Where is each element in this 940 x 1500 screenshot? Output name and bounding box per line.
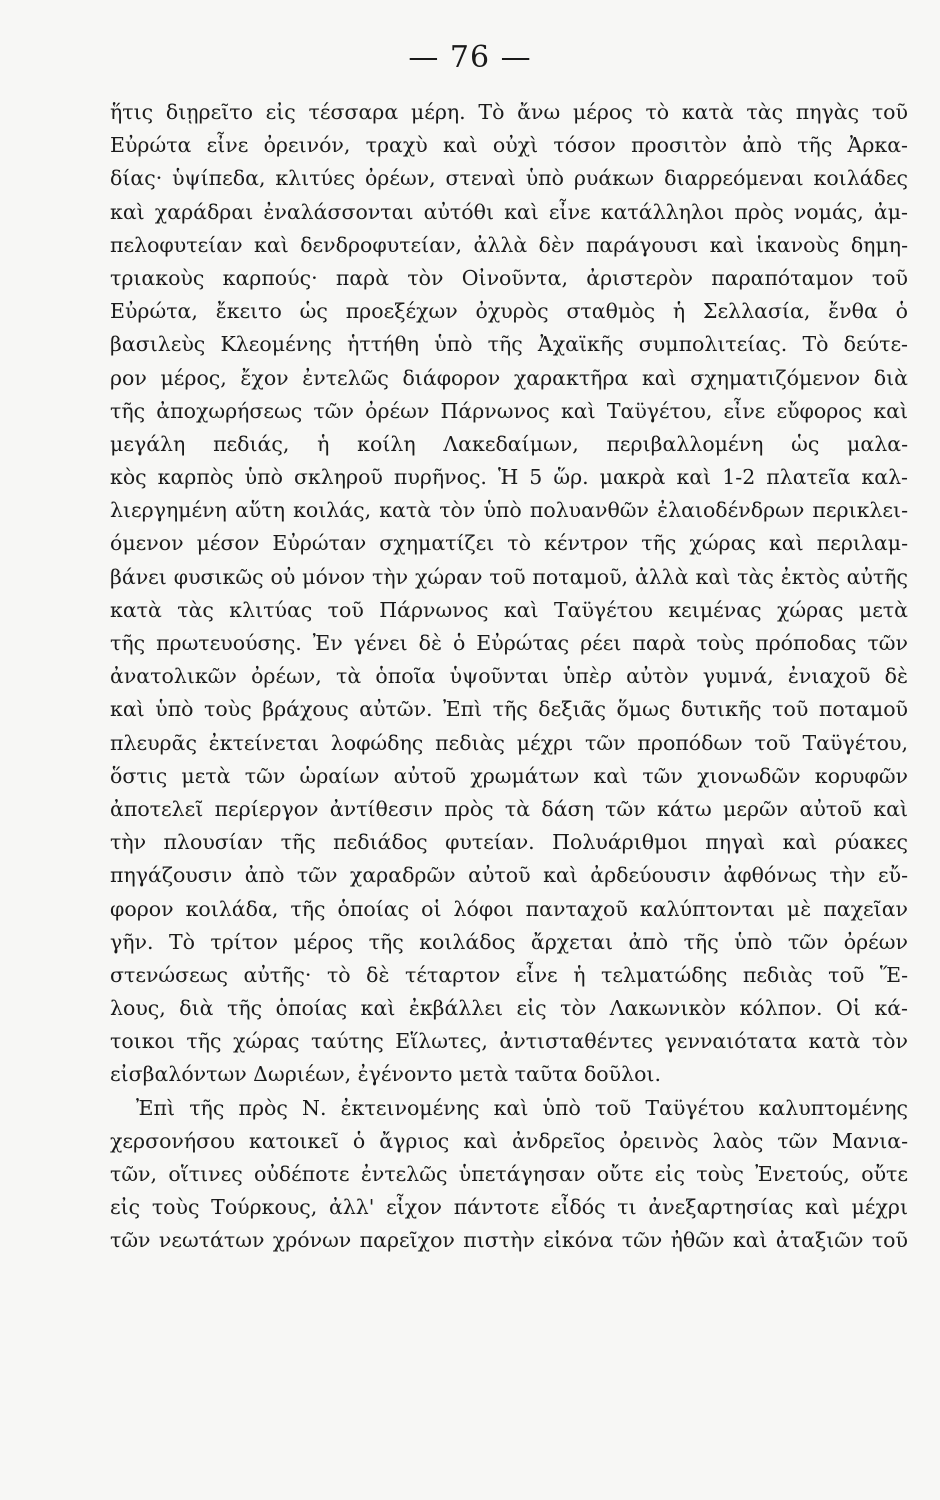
text-line: βασιλεὺς Κλεομένης ἡττήθη ὑπὸ τῆς Ἀχαϊκῆς συμπολιτείας. Τὸ δεύτε- <box>110 332 908 357</box>
text-line: φορον κοιλάδα, τῆς ὁποίας οἱ λόφοι πανταχοῦ καλύπτονται μὲ παχεῖαν <box>110 896 908 921</box>
text-line: ἥτις διῃρεῖτο εἰς τέσσαρα μέρη. Τὸ ἄνω μέρος τὸ κατὰ τὰς πηγὰς τοῦ <box>110 100 908 124</box>
text-line: τοικοι τῆς χώρας ταύτης Εἵλωτες, ἀντισταθέντες γενναιότατα κατὰ τὸν <box>110 1029 908 1054</box>
text-line: Εὐρώτα, ἔκειτο ὡς προεξέχων ὀχυρὸς σταθμὸς ἡ Σελλασία, ἔνθα ὁ <box>110 299 908 324</box>
text-line: βάνει φυσικῶς οὐ μόνον τὴν χώραν τοῦ ποταμοῦ, ἀλλὰ καὶ τὰς ἐκτὸς αὐτῆς <box>110 564 908 589</box>
text-line: Ἐπὶ τῆς πρὸς Ν. ἐκτεινομένης καὶ ὑπὸ τοῦ Ταϋγέτου καλυπτομένης <box>136 1095 908 1120</box>
text-line: καὶ ὑπὸ τοὺς βράχους αὐτῶν. Ἐπὶ τῆς δεξιᾶς ὅμως δυτικῆς τοῦ ποταμοῦ <box>110 697 908 722</box>
text-line: ἀποτελεῖ περίεργον ἀντίθεσιν πρὸς τὰ δάση τῶν κάτω μερῶν αὐτοῦ καὶ <box>110 796 908 821</box>
text-line: στενώσεως αὐτῆς· τὸ δὲ τέταρτον εἶνε ἡ τελματώδης πεδιὰς τοῦ Ἕ- <box>110 962 908 987</box>
text-line: εἰς τοὺς Τούρκους, ἀλλ' εἶχον πάντοτε εἶδός τι ἀνεξαρτησίας καὶ μέχρι <box>110 1195 908 1220</box>
text-line: Εὐρώτα εἶνε ὀρεινόν, τραχὺ καὶ οὐχὶ τόσον προσιτὸν ἀπὸ τῆς Ἀρκα- <box>110 133 908 158</box>
text-line: τῶν νεωτάτων χρόνων παρεῖχον πιστὴν εἰκόνα τῶν ἠθῶν καὶ ἀταξιῶν τοῦ <box>110 1228 908 1253</box>
text-line: ἀνατολικῶν ὀρέων, τὰ ὁποῖα ὑψοῦνται ὑπὲρ αὐτὸν γυμνά, ἐνιαχοῦ δὲ <box>110 664 908 689</box>
text-line: λιεργημένη αὕτη κοιλάς, κατὰ τὸν ὑπὸ πολυανθῶν ἐλαιοδένδρων περικλει- <box>110 498 908 523</box>
text-line: κατὰ τὰς κλιτύας τοῦ Πάρνωνος καὶ Ταϋγέτου κειμένας χώρας μετὰ <box>110 597 908 622</box>
page-number: — 76 — <box>408 40 532 75</box>
text-line: χερσονήσου κατοικεῖ ὁ ἄγριος καὶ ἀνδρεῖος ὀρεινὸς λαὸς τῶν Μανια- <box>110 1128 908 1153</box>
text-line: μεγάλη πεδιάς, ἡ κοίλη Λακεδαίμων, περιβαλλομένη ὡς μαλα- <box>110 431 908 456</box>
text-line: κὸς καρπὸς ὑπὸ σκληροῦ πυρῆνος. Ἡ 5 ὥρ. μακρὰ καὶ 1-2 πλατεῖα καλ- <box>110 465 908 490</box>
text-line: πηγάζουσιν ἀπὸ τῶν χαραδρῶν αὐτοῦ καὶ ἀρδεύουσιν ἀφθόνως τὴν εὔ- <box>110 863 908 888</box>
text-line: όμενον μέσον Εὐρώταν σχηματίζει τὸ κέντρον τῆς χώρας καὶ περιλαμ- <box>110 531 908 556</box>
text-line: ρον μέρος, ἔχον ἐντελῶς διάφορον χαρακτῆρα καὶ σχηματιζόμενον διὰ <box>110 365 908 390</box>
text-line: ὅστις μετὰ τῶν ὡραίων αὐτοῦ χρωμάτων καὶ τῶν χιονωδῶν κορυφῶν <box>110 763 908 788</box>
text-line: τῆς πρωτευούσης. Ἐν γένει δὲ ὁ Εὐρώτας ρέει παρὰ τοὺς πρόποδας τῶν <box>110 631 908 655</box>
text-line: καὶ χαράδραι ἐναλάσσονται αὐτόθι καὶ εἶνε κατάλληλοι πρὸς νομάς, ἀμ- <box>110 199 908 224</box>
text-line: τῶν, οἵτινες οὐδέποτε ἐντελῶς ὑπετάγησαν οὔτε εἰς τοὺς Ἐνετούς, οὔτε <box>110 1162 908 1186</box>
text-line: πλευρᾶς ἐκτείνεται λοφώδης πεδιὰς μέχρι τῶν προπόδων τοῦ Ταϋγέτου, <box>110 730 908 755</box>
text-line: τριακοὺς καρπούς· παρὰ τὸν Οἰνοῦντα, ἀριστερὸν παραπόταμον τοῦ <box>110 265 908 290</box>
body-text <box>110 96 908 1258</box>
text-line: λους, διὰ τῆς ὁποίας καὶ ἐκβάλλει εἰς τὸν Λακωνικὸν κόλπον. Οἱ κά- <box>110 996 908 1021</box>
text-line: δίας· ὑψίπεδα, κλιτύες ὀρέων, στεναὶ ὑπὸ ρυάκων διαρρεόμεναι κοιλάδες <box>110 166 908 191</box>
text-line: εἰσβαλόντων Δωριέων, ἐγένοντο μετὰ ταῦτα δοῦλοι. <box>110 1062 661 1087</box>
text-line: τῆς ἀποχωρήσεως τῶν ὀρέων Πάρνωνος καὶ Ταϋγέτου, εἶνε εὔφορος καὶ <box>110 398 908 423</box>
text-line: πελοφυτείαν καὶ δενδροφυτείαν, ἀλλὰ δὲν παράγουσι καὶ ἱκανοὺς δημη- <box>110 232 908 257</box>
text-line: γῆν. Τὸ τρίτον μέρος τῆς κοιλάδος ἄρχεται ἀπὸ τῆς ὑπὸ τῶν ὀρέων <box>110 929 908 954</box>
text-line: τὴν πλουσίαν τῆς πεδιάδος φυτείαν. Πολυάριθμοι πηγαὶ καὶ ρύακες <box>110 830 908 855</box>
